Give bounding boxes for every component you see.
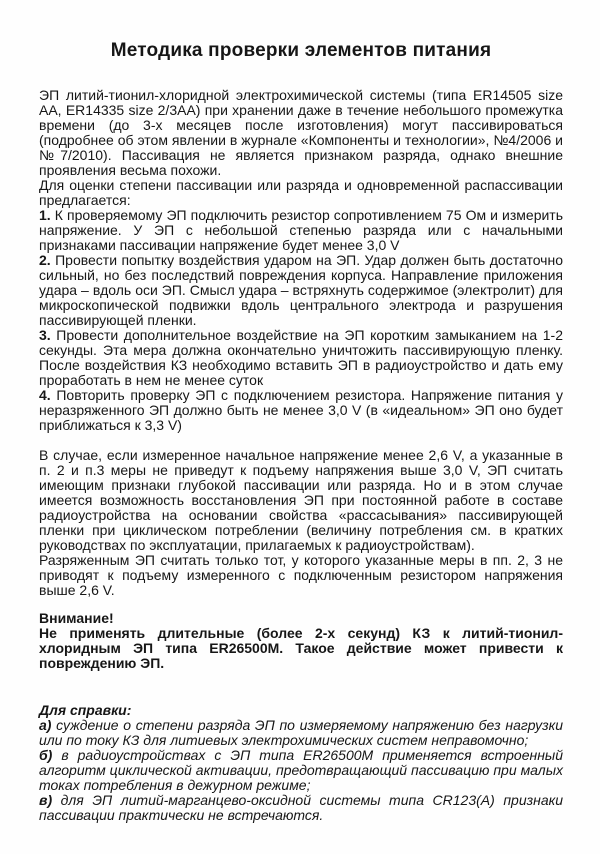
procedure-lead: Для оценки степени пассивации или разряда и одновременной распассивации предлагается: — [39, 177, 563, 208]
step-1-text: К проверяемому ЭП подключить резистор сопротивлением 75 Ом и измерить напряжение. У ЭП с небольшой степенью разряда или с начальными признаками пассивации напряжение будет менее 3,0 V — [39, 207, 564, 253]
document-title: Методика проверки элементов питания — [110, 40, 492, 61]
step-4-number: 4. — [39, 387, 51, 403]
step-3 — [39, 328, 563, 388]
step-2-number: 2. — [39, 252, 51, 268]
step-4 — [39, 388, 563, 433]
intro-paragraph: ЭП литий-тионил-хлоридной электрохимической системы (типа ER14505 size AA, ER14335 size 2/3AA) при хранении даже в течение небольшого промежутка времени (до 3-х месяцев после изготовления) могут пассивироваться (подробнее об этом явлении в журнале «Компоненты и технологии», №4/2006 и №7/2010). Пассивация не является признаком разряда, однако внешние проявления весьма похожи. — [39, 87, 563, 178]
reference-item-v — [39, 793, 563, 823]
step-2 — [39, 253, 563, 328]
step-1 — [39, 208, 563, 253]
step-3-text: Провести дополнительное воздействие на ЭП коротким замыканием на 1-2 секунды. Эта мера должна окончательно уничтожить пассивирующую пленку. После воздействия КЗ необходимо вставить ЭП в радиоустройство и дать ему проработать в нем не менее суток — [39, 327, 564, 388]
reference-title: Для справки: — [39, 702, 132, 718]
step-2-text: Провести попытку воздействия ударом на ЭП. Удар должен быть достаточно сильный, но без последствий повреждения корпуса. Направление приложения удара – вдоль оси ЭП. Смысл удара – встряхнуть содержимое (электролит) для микроскопической подвижки вдоль центрального электрода и разрушения пассивирующей пленки. — [39, 252, 563, 328]
reference-item-v-label: в) — [39, 792, 53, 808]
discharged-rule-paragraph: Разряженным ЭП считать только тот, у которого указанные меры в пп. 2, 3 не приводят к подъему измеренного с подключенным резистором напряжения выше 2,6 V. — [39, 552, 563, 598]
step-1-number: 1. — [39, 207, 51, 223]
warning-title: Внимание! — [39, 610, 114, 626]
reference-item-a-text: суждение о степени разряда ЭП по измеряемому напряжению без нагрузки или по току КЗ для литиевых электрохимических систем неправомочно; — [39, 717, 563, 748]
step-3-number: 3. — [39, 327, 51, 343]
reference-item-b — [39, 748, 563, 793]
reference-item-a-label: а) — [39, 717, 52, 733]
reference-item-a — [39, 718, 563, 748]
reference-item-b-text: в радиоустройствах с ЭП типа ER26500M применяется встроенный алгоритм циклической активации, предотвращающий пассивацию при малых токах потребления в дежурном режиме; — [39, 747, 563, 793]
warning-text: Не применять длительные (более 2-х секунд) КЗ к литий-тионил-хлоридным ЭП типа ER26500M. Такое действие может привести к повреждению ЭП. — [39, 625, 563, 671]
deep-passivation-paragraph: В случае, если измеренное начальное напряжение менее 2,6 V, а указанные в п. 2 и п.3 меры не приведут к подъему напряжения выше 3,0 V, ЭП считать имеющим признаки глубокой пассивации или разряда. Но и в этом случае имеется возможность восстановления ЭП при постоянной работе в составе радиоустройства на основании свойства «рассасывания» пассивирующей пленки при циклическом потреблении (величину потребления см. в кратких руководствах по эксплуатации, прилагаемых к радиоустройствам). — [39, 447, 563, 553]
step-4-text: Повторить проверку ЭП с подключением резистора. Напряжение питания у неразряженного ЭП должно быть не менее 3,0 V (в «идеальном» ЭП оно будет приближаться к 3,3 V) — [39, 387, 563, 433]
reference-item-v-text: для ЭП литий-марганцево-оксидной системы типа CR123(A) признаки пассивации практически не встречаются. — [39, 792, 563, 823]
reference-item-b-label: б) — [39, 747, 53, 763]
